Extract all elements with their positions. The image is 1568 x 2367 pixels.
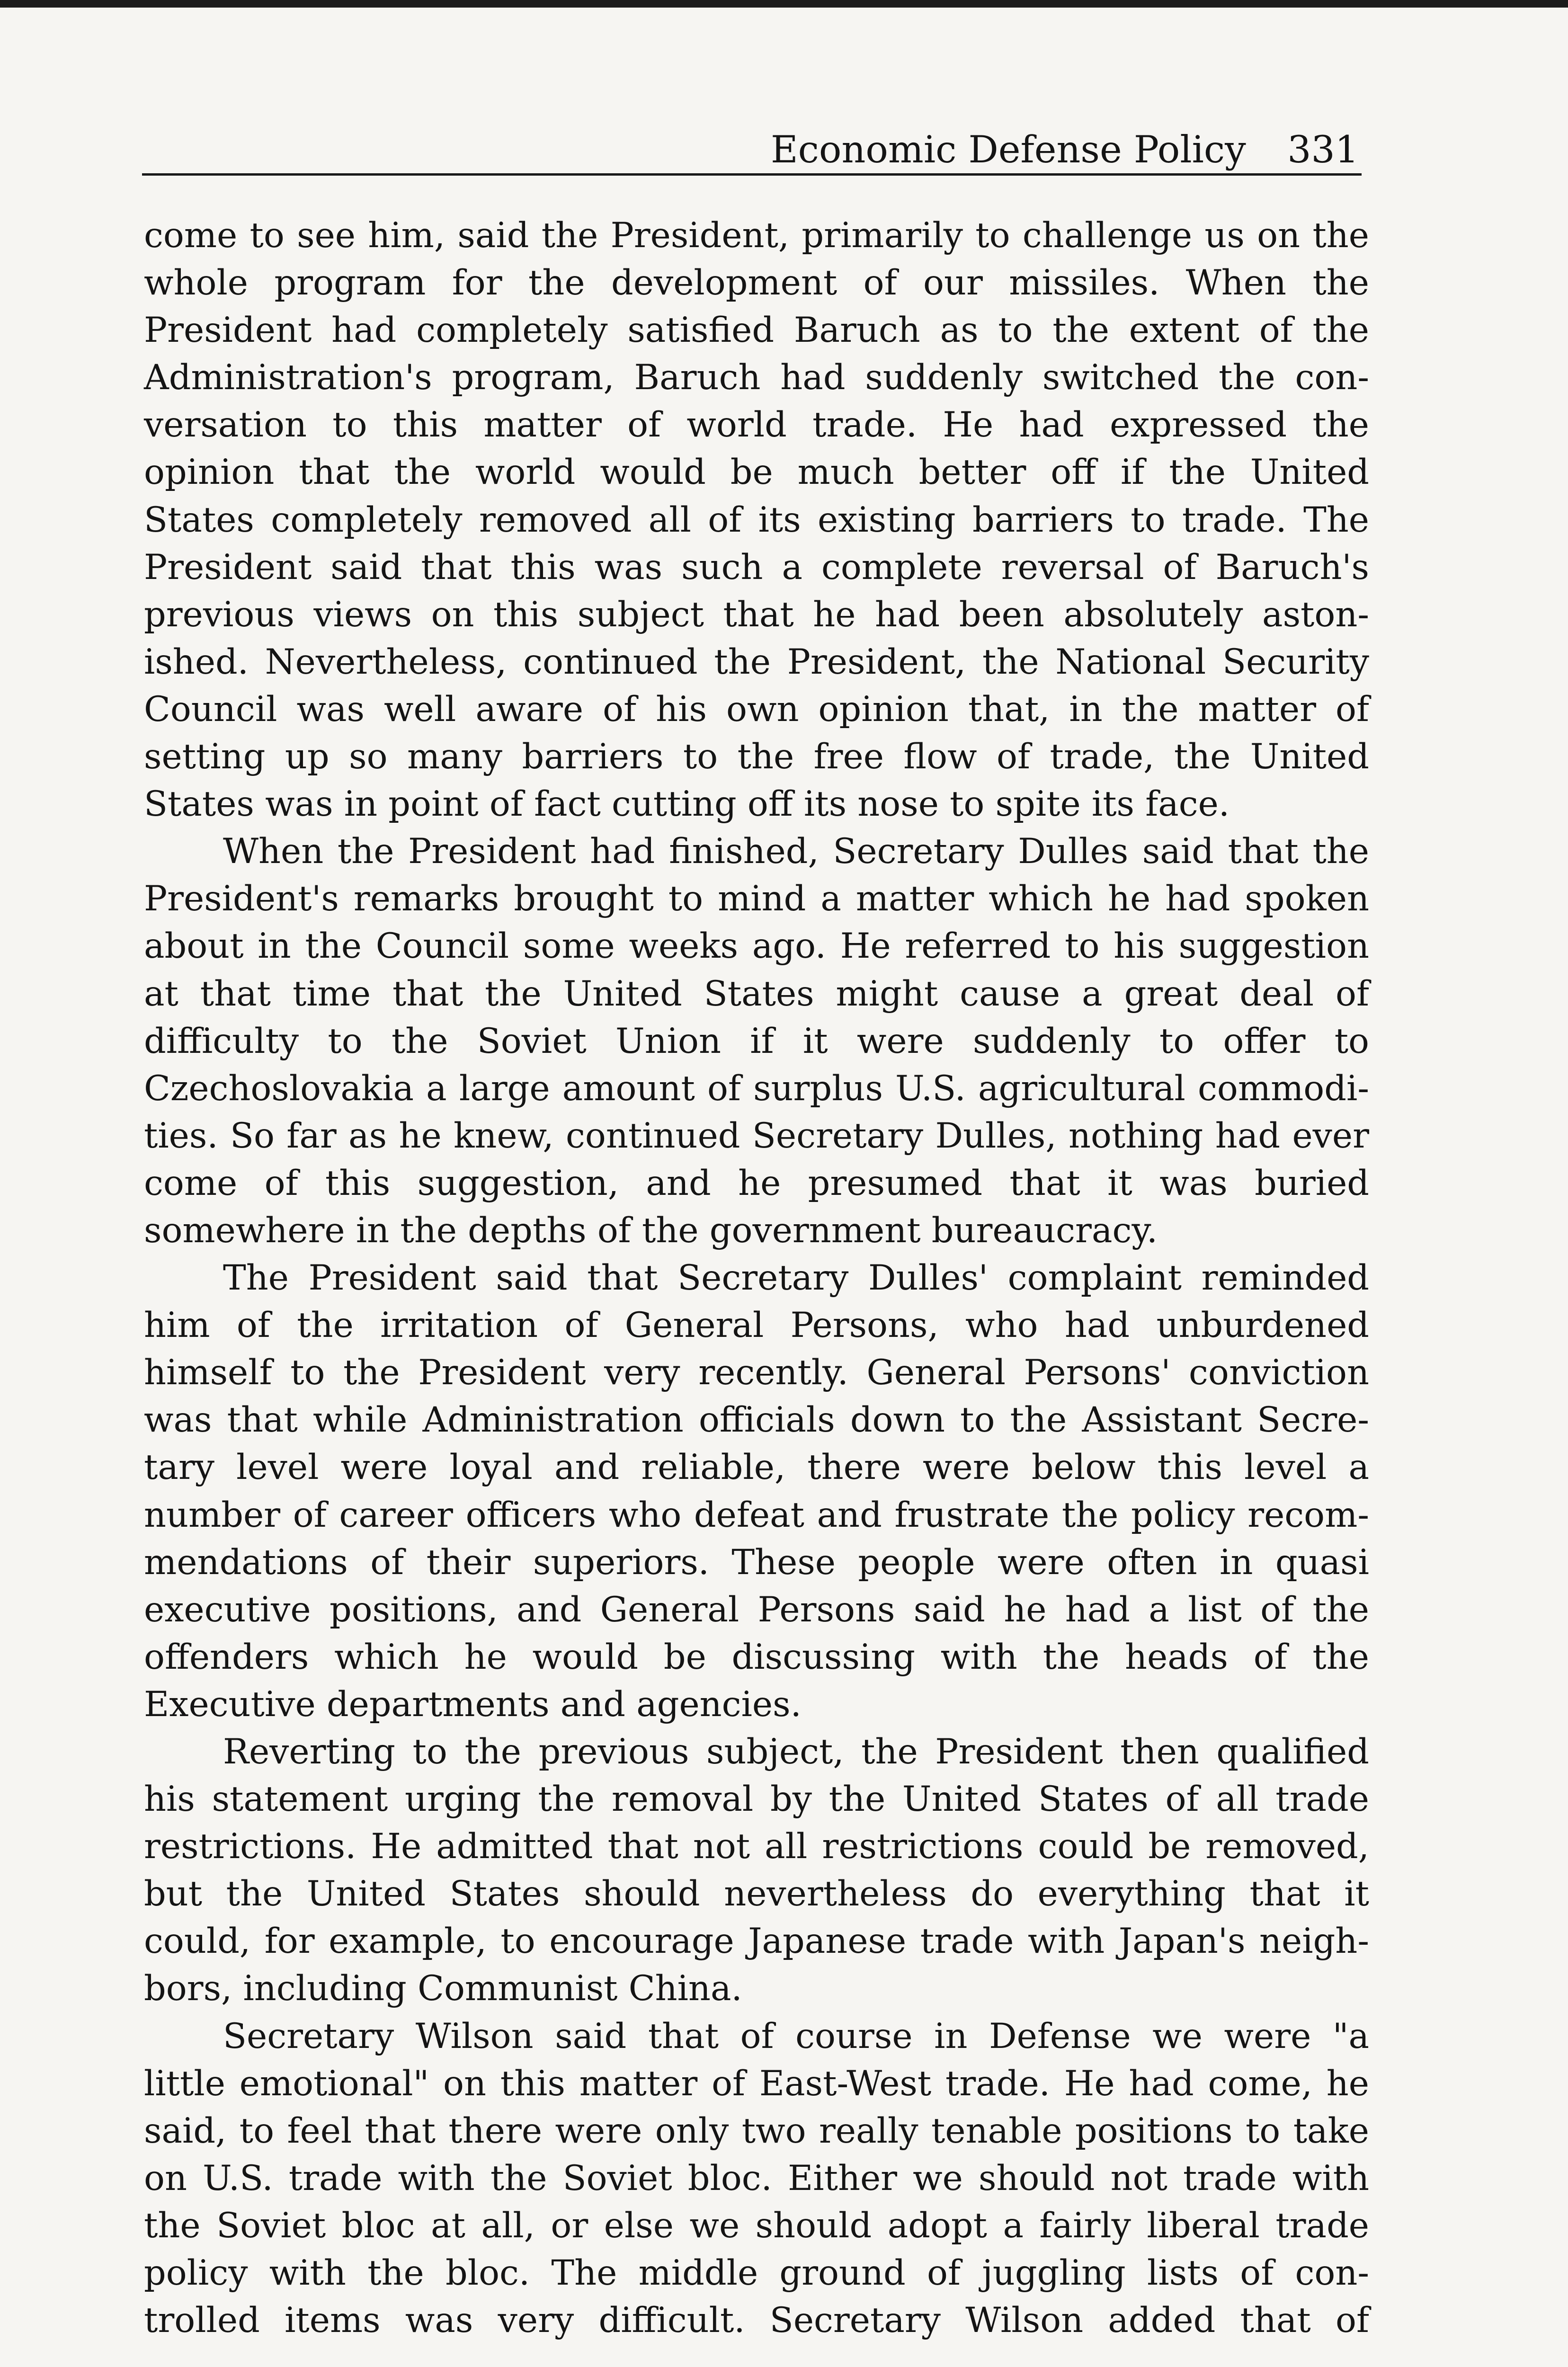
text-line: little emotional" on this matter of East-West trade. He had come, he xyxy=(144,2063,1369,2104)
text-line: was that while Administration officials down to the Assistant Secre- xyxy=(144,1400,1369,1441)
text-line: but the United States should nevertheless do everything that it xyxy=(144,1874,1369,1914)
paragraph-first-line: Reverting to the previous subject, the President then qualified xyxy=(223,1732,1369,1772)
text-line: the Soviet bloc at all, or else we should adopt a fairly liberal trade xyxy=(144,2205,1369,2246)
text-line: President's remarks brought to mind a matter which he had spoken xyxy=(144,879,1369,919)
paragraph-first-line: The President said that Secretary Dulles' complaint reminded xyxy=(223,1258,1369,1299)
text-line: difficulty to the Soviet Union if it were suddenly to offer to xyxy=(144,1021,1369,1061)
text-line: versation to this matter of world trade. He had expressed the xyxy=(144,405,1369,445)
text-line: President said that this was such a complete reversal of Baruch's xyxy=(144,547,1369,587)
text-line: trolled items was very difficult. Secretary Wilson added that of xyxy=(144,2300,1369,2341)
text-line: whole program for the development of our missiles. When the xyxy=(144,263,1369,303)
text-line: said, to feel that there were only two really tenable positions to take xyxy=(144,2110,1369,2151)
text-line: ished. Nevertheless, continued the President, the National Security xyxy=(144,641,1369,682)
text-line: ties. So far as he knew, continued Secretary Dulles, nothing had ever xyxy=(144,1115,1369,1156)
text-line: opinion that the world would be much better off if the United xyxy=(144,452,1369,493)
text-line: about in the Council some weeks ago. He referred to his suggestion xyxy=(144,926,1369,967)
text-line: his statement urging the removal by the United States of all trade xyxy=(144,1779,1369,1820)
text-line: Administration's program, Baruch had suddenly switched the con- xyxy=(144,357,1369,398)
header-rule xyxy=(142,173,1362,176)
running-head-title: Economic Defense Policy xyxy=(771,128,1246,171)
running-head xyxy=(142,127,1362,172)
text-line: offenders which he would be discussing with the heads of the xyxy=(144,1637,1369,1677)
text-line: previous views on this subject that he had been absolutely aston- xyxy=(144,594,1369,635)
text-line: mendations of their superiors. These people were often in quasi xyxy=(144,1542,1369,1583)
paragraph-last-line: somewhere in the depths of the government bureaucracy. xyxy=(144,1210,1158,1251)
text-line: come to see him, said the President, primarily to challenge us on the xyxy=(144,215,1369,256)
text-line: number of career officers who defeat and frustrate the policy recom- xyxy=(144,1495,1369,1535)
text-line: Czechoslovakia a large amount of surplus U.S. agricultural commodi- xyxy=(144,1068,1369,1109)
page-top-edge xyxy=(0,0,1568,8)
paragraph-last-line: States was in point of fact cutting off its nose to spite its face. xyxy=(144,784,1230,825)
text-line: tary level were loyal and reliable, there were below this level a xyxy=(144,1447,1369,1488)
text-line: setting up so many barriers to the free flow of trade, the United xyxy=(144,737,1369,777)
text-line: on U.S. trade with the Soviet bloc. Either we should not trade with xyxy=(144,2158,1369,2198)
text-line: President had completely satisfied Baruch as to the extent of the xyxy=(144,310,1369,351)
text-line: come of this suggestion, and he presumed that it was buried xyxy=(144,1163,1369,1203)
text-line: himself to the President very recently. General Persons' conviction xyxy=(144,1353,1369,1393)
page-number: 331 xyxy=(1287,128,1359,171)
text-line: restrictions. He admitted that not all restrictions could be removed, xyxy=(144,1826,1369,1867)
text-line: executive positions, and General Persons said he had a list of the xyxy=(144,1589,1369,1630)
text-line: could, for example, to encourage Japanese trade with Japan's neigh- xyxy=(144,1921,1369,1962)
paragraph-last-line: bors, including Communist China. xyxy=(144,1968,742,2009)
paragraph-first-line: Secretary Wilson said that of course in Defense we were "a xyxy=(223,2016,1369,2056)
body-text xyxy=(144,212,1369,2344)
text-line: him of the irritation of General Persons, who had unburdened xyxy=(144,1305,1369,1346)
text-line: policy with the bloc. The middle ground of juggling lists of con- xyxy=(144,2253,1369,2294)
paragraph-first-line: When the President had finished, Secretary Dulles said that the xyxy=(223,831,1369,872)
text-line: States completely removed all of its existing barriers to trade. The xyxy=(144,499,1369,540)
paragraph-last-line: Executive departments and agencies. xyxy=(144,1684,802,1725)
text-line: Council was well aware of his own opinion that, in the matter of xyxy=(144,689,1369,730)
text-line: at that time that the United States might cause a great deal of xyxy=(144,973,1369,1014)
